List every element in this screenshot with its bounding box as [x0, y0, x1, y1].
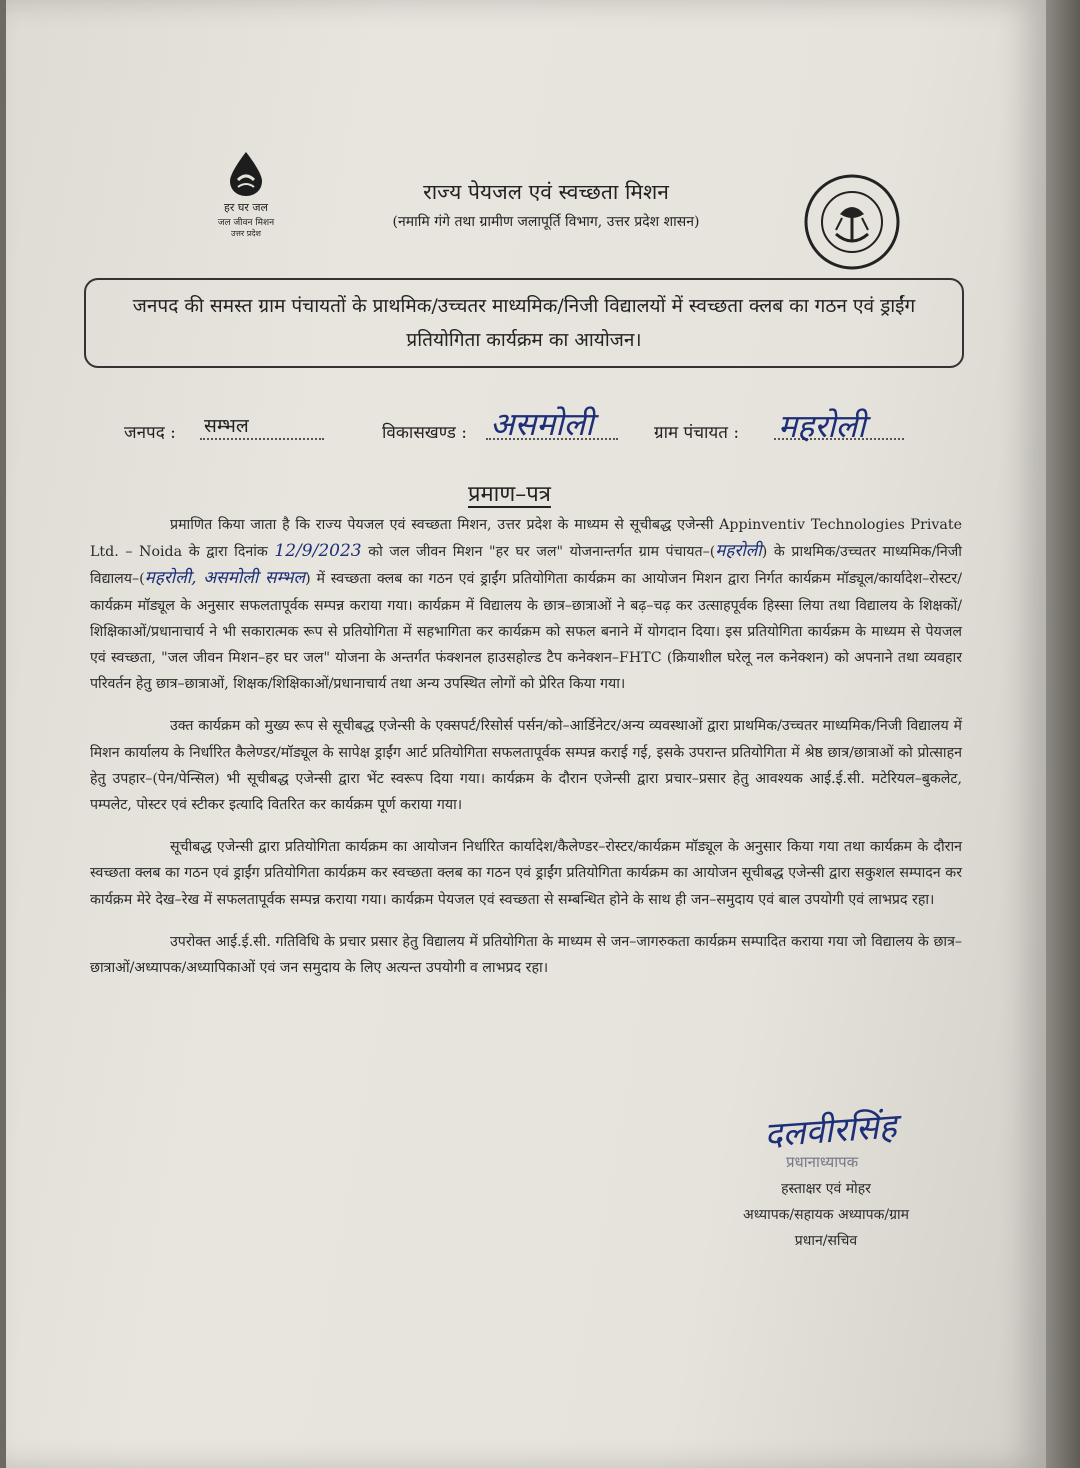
gram-panchayat-value: महरोली [715, 541, 762, 562]
p1-text-d: ) में स्वच्छता क्लब का गठन एवं ड्राईंग प्रतियोगिता कार्यक्रम का आयोजन मिशन द्वारा निर्गत कार्यक्रम मॉड्यूल/कार्यादेश–रोस्टर/कार्यक्रम मॉड्यूल के अनुसार सफलतापूर्वक सम्पन्न कराया गया। कार्यक्रम में विद्यालय के छात्र–छात्राओं ने बढ़–चढ़ कर उत्साहपूर्वक हिस्सा लिया तथा विद्यालय के शिक्षकों/शिक्षिकाओं/प्रधानाचार्य ने भी सकारात्मक रूप से प्रतियोगिता में सहभागिता कर कार्यक्रम को सफल बनाने में योगदान दिया। इस प्रतियोगिता कार्यक्रम के माध्यम से पेयजल एवं स्वच्छता, "जल जीवन मिशन–हर घर जल" योजना के अन्तर्गत फंक्शनल हाउसहोल्ड टैप कनेक्शन–FHTC (क्रियाशील घरेलू नल कनेक्शन) को अपनाने तथा व्यवहार परिवर्तन हेतु छात्र–छात्राओं, शिक्षक/शिक्षिकाओं/प्रधानाचार्य तथा अन्य उपस्थित लोगों को प्रेरित किया गया। [90, 571, 962, 693]
program-title-box [84, 278, 964, 368]
location-fields [124, 400, 1024, 460]
district-label: जनपद : [124, 423, 176, 443]
certificate-body [90, 512, 962, 997]
panchayat-value: महरोली [778, 407, 866, 445]
handwritten-signature: दलवीरसिंह [762, 1106, 898, 1156]
headmaster-stamp: प्रधानाध्यापक [786, 1153, 859, 1171]
mission-title: राज्य पेयजल एवं स्वच्छता मिशन [423, 180, 669, 204]
district-value: सम्भल [204, 415, 249, 437]
p1-text-c: ) के प्राथमिक/उच्चतर माध्यमिक/निजी विद्यालय–( [90, 544, 962, 588]
signature-block [696, 1176, 956, 1254]
logo-line-1: हर घर जल [224, 201, 268, 214]
school-value: महरोली, असमोली सम्भल [144, 568, 306, 589]
paragraph-1 [90, 512, 962, 697]
signature-line-2: अध्यापक/सहायक अध्यापक/ग्राम [743, 1207, 909, 1223]
paragraph-2: उक्त कार्यक्रम को मुख्य रूप से सूचीबद्ध एजेन्सी के एक्सपर्ट/रिसोर्स पर्सन/को–आर्डिनेटर/अन्य व्यवस्थाओं द्वारा प्राथमिक/उच्चतर माध्यमिक/निजी विद्यालय में मिशन कार्यालय के निर्धारित कैलेण्डर/मॉड्यूल के सापेक्ष ड्राईंग आर्ट प्रतियोगिता सफलतापूर्वक सम्पन्न कराई गई, इसके उपरान्त प्रतियोगिता में श्रेष्ठ छात्र/छात्राओं को प्रोत्साहन हेतु उपहार–(पेन/पेन्सिल) भी सूचीबद्ध एजेन्सी द्वारा भेंट स्वरूप दिया गया। कार्यक्रम के दौरान एजेन्सी द्वारा प्रचार–प्रसार हेतु आवश्यक आई.ई.सी. मटेरियल–बुकलेट, पम्पलेट, पोस्टर एवं स्टीकर इत्यादि वितरित कर कार्यक्रम पूर्ण कराया गया। [90, 718, 962, 814]
panchayat-label: ग्राम पंचायत : [654, 423, 740, 443]
signature-line-1: हस्ताक्षर एवं मोहर [781, 1181, 871, 1197]
block-value: असमोली [490, 405, 594, 443]
jal-jeevan-mission-logo [196, 150, 296, 239]
paragraph-4: उपरोक्त आई.ई.सी. गतिविधि के प्रचार प्रसार हेतु विद्यालय में प्रतियोगिता के माध्यम से जन–जागरुकता कार्यक्रम सम्पादित कराया गया जो विद्यालय के छात्र–छात्राओं/अध्यापक/अध्यापिकाओं एवं जन समुदाय के लिए अत्यन्त उपयोगी व लाभप्रद रहा। [90, 933, 962, 977]
p1-text-b: को जल जीवन मिशन "हर घर जल" योजनान्तर्गत ग्राम पंचायत–( [368, 544, 716, 561]
header [306, 178, 786, 231]
logo-line-2: जल जीवन मिशन [217, 218, 275, 228]
water-drop-icon [224, 150, 268, 198]
p1-text-a: प्रमाणित किया जाता है कि राज्य पेयजल एवं स्वच्छता मिशन, उत्तर प्रदेश के माध्यम से सूचीबद्ध एजेन्सी Appinventiv Technologies Private Ltd. – Noida के द्वारा दिनांक [90, 517, 962, 561]
logo-line-3: उत्तर प्रदेश [231, 229, 261, 238]
up-government-emblem [802, 172, 902, 276]
block-label: विकासखण्ड : [382, 423, 468, 443]
signature-line-3: प्रधान/सचिव [794, 1233, 858, 1249]
paragraph-3: सूचीबद्ध एजेन्सी द्वारा प्रतियोगिता कार्यक्रम का आयोजन निर्धारित कार्यादेश/कैलेण्डर–रोस्टर/कार्यक्रम मॉड्यूल के अनुसार किया गया तथा कार्यक्रम के दौरान स्वच्छता क्लब का गठन एवं ड्राईंग प्रतियोगिता कार्यक्रम कर स्वच्छता क्लब का गठन एवं ड्राईंग प्रतियोगिता कार्यक्रम का आयोजन सूचीबद्ध एजेन्सी द्वारा सकुशल सम्पादन कर कार्यक्रम मेरे देख–रेख में सफलतापूर्वक सम्पन्न कराया गया। कार्यक्रम पेयजल एवं स्वच्छता से सम्बन्धित होने के साथ ही जन–समुदाय एवं बाल उपयोगी एवं लाभप्रद रहा। [90, 839, 962, 908]
certificate-title: प्रमाण–पत्र [468, 482, 551, 507]
district-dotline [200, 438, 324, 440]
date-value: 12/9/2023 [274, 541, 362, 562]
mission-subtitle: (नमामि गंगे तथा ग्रामीण जलापूर्ति विभाग, उत्तर प्रदेश शासन) [392, 214, 700, 230]
photo-background-edge [1046, 0, 1080, 1468]
emblem-icon [802, 172, 902, 272]
document-page [6, 0, 1046, 1468]
program-title: जनपद की समस्त ग्राम पंचायतों के प्राथमिक/उच्चतर माध्यमिक/निजी विद्यालयों में स्वच्छता क्लब का गठन एवं ड्राईंग प्रतियोगिता कार्यक्रम का आयोजन। [132, 295, 916, 351]
